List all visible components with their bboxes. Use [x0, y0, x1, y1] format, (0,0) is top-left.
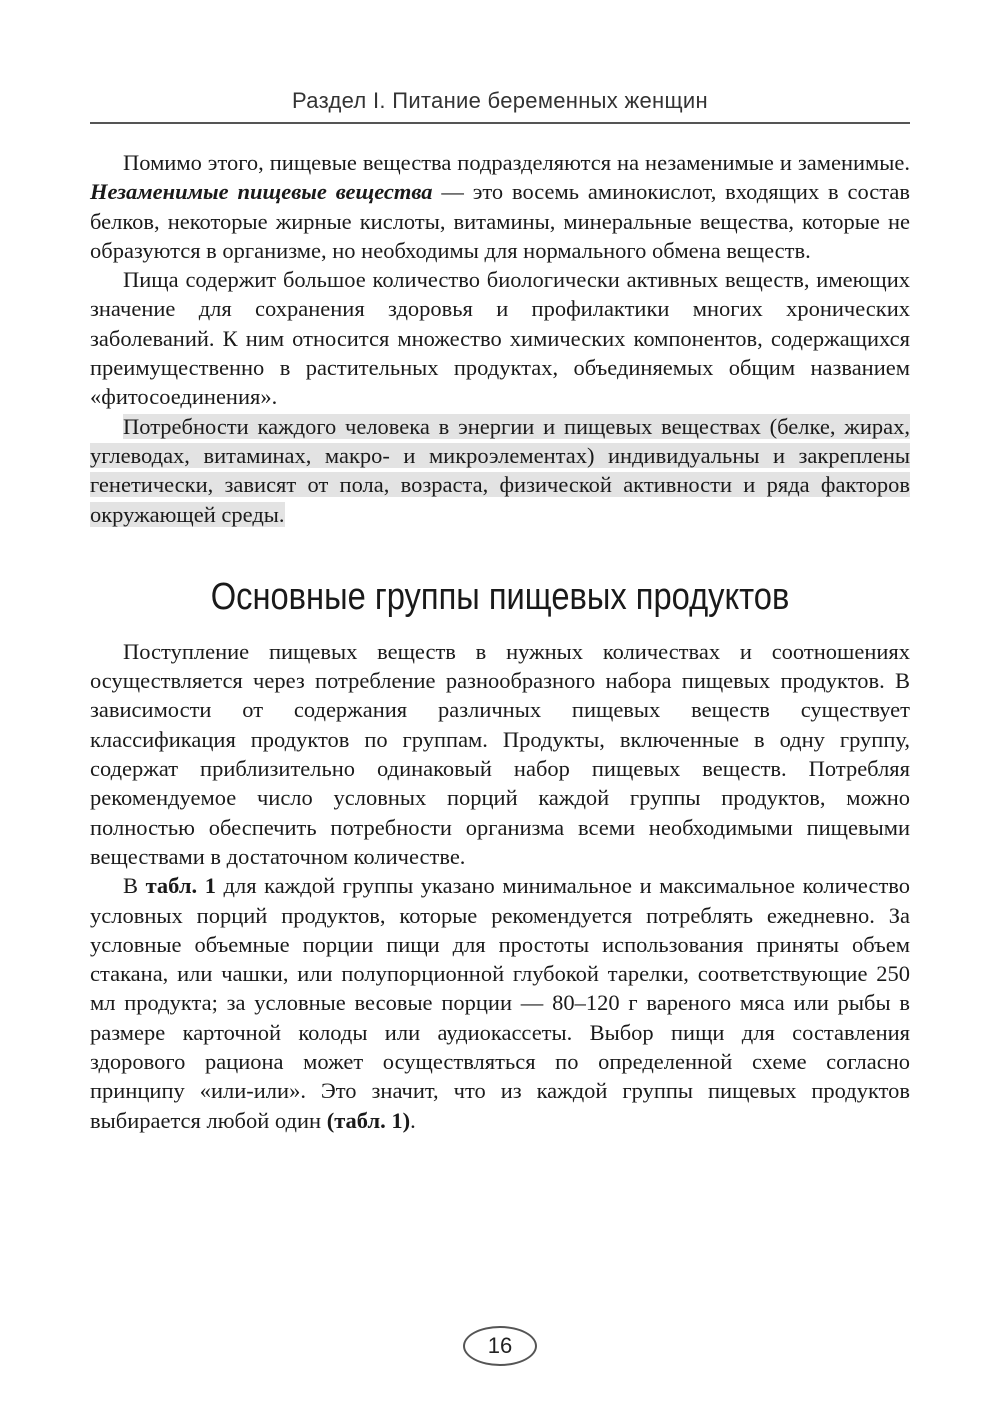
page-body: [90, 148, 910, 1135]
paragraph-text: Помимо этого, пищевые вещества подразделяются на незаменимые и заменимые.: [123, 150, 910, 175]
table-reference: табл. 1: [334, 1107, 403, 1133]
paren-open: (: [326, 1107, 335, 1133]
paren-close: ): [402, 1107, 411, 1133]
page-number: 16: [463, 1326, 537, 1366]
section-heading: Основные группы пищевых продуктов: [210, 575, 790, 618]
paragraph-text: — это восемь аминокислот, входящих в состав белков, некоторые жирные кислоты, витамины, минеральные вещества, которые не образуются в организме, но необходимы для нормального обмена веществ.: [90, 179, 910, 263]
highlighted-text: Потребности каждого человека в энергии и пищевых веществах (белке, жирах, углеводах, витаминах, макро- и микроэлементах) индивидуальны и закреплены генетически, зависят от пола, возраста, физической активности и ряда факторов окружающей среды.: [90, 413, 910, 527]
paragraph-portions: [90, 871, 910, 1135]
paragraph-text: для каждой группы указано минимальное и максимальное количество условных порций продуктов, которые рекомендуется потреблять ежедневно. За условные объемные порции пищи для простоты использования приняты объем стакана, или чашки, или полупорционной глубокой тарелки, соответствующие 250 мл продукта; за условные весовые порции — 80–120 г вареного мяса или рыбы в размере карточной колоды или аудиокассеты. Выбор пищи для составления здорового рациона может осуществляться по определенной схеме согласно принципу «или-или». Это значит, что из каждой группы пищевых продуктов выбирается любой один: [90, 873, 911, 1133]
sentence-end: .: [410, 1107, 416, 1133]
paragraph-individual-needs: [90, 412, 910, 529]
paragraph-essential-nutrients: [90, 148, 910, 265]
paragraph-text: В: [123, 873, 146, 899]
paragraph-phytocompounds: Пища содержит большое количество биологически активных веществ, имеющих значение для сохранения здоровья и профилактики многих хронических заболеваний. К ним относится множество химических компонентов, содержащихся преимущественно в растительных продуктах, объединяемых общим названием «фитосоединения».: [90, 267, 910, 410]
table-reference: табл. 1: [145, 873, 216, 899]
paragraph-food-groups: Поступление пищевых веществ в нужных количествах и соотношениях осуществляется через потребление разнообразного набора пищевых продуктов. В зависимости от содержания различных пищевых веществ существует классификация продуктов по группам. Продукты, включенные в одну группу, содержат приблизительно одинаковый набор пищевых веществ. Потребляя рекомендуемое число условных порций каждой группы продуктов, можно полностью обеспечить потребности организма всеми необходимыми пищевыми веществами в достаточном количестве.: [90, 638, 910, 869]
page-footer: [0, 1326, 1000, 1366]
emphasized-term: Незаменимые пищевые вещества: [90, 179, 433, 205]
header-divider: [90, 122, 910, 124]
running-header: Раздел I. Питание беременных женщин: [292, 88, 708, 113]
